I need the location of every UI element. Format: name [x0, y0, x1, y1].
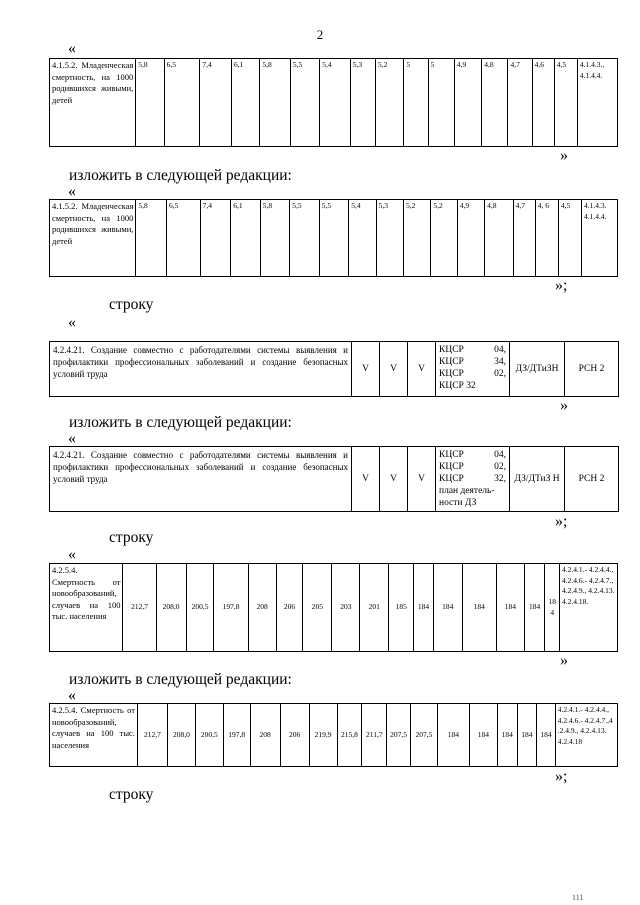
value-cell: 184 [496, 564, 524, 652]
value-cell: 5,8 [260, 59, 291, 147]
kcsr-line: КЦСР 34, [439, 357, 506, 367]
row-label: 4.1.5.2. Младенческая смертность, на 1000 родившихся живыми, детей [50, 59, 136, 147]
row-word: строку [109, 296, 154, 313]
value-cell: 219,9 [309, 704, 337, 767]
value-cell: 5 [428, 59, 454, 147]
value-cell: 184 [437, 704, 469, 767]
value-cell: 206 [276, 564, 303, 652]
quote-close: » [560, 397, 568, 414]
value-cell: 4,7 [508, 59, 532, 147]
value-cell: 5,4 [349, 200, 376, 277]
value-cell: 4,9 [457, 200, 484, 277]
table-infant-mortality-new [49, 199, 618, 277]
value-cell: 185 [389, 564, 414, 652]
value-cell: 4,5 [558, 200, 581, 277]
executor: ДЗ/ДТиЗ Н [510, 447, 565, 512]
footer-mark: 111 [572, 893, 584, 902]
value-cell: 184 [462, 564, 496, 652]
value-cell: 5,2 [431, 200, 457, 277]
value-cell: 212,7 [137, 704, 167, 767]
kcsr-line: КЦСР 02, [439, 369, 506, 379]
kcsr-line: КЦСР 04, [439, 345, 506, 355]
value-cell: 5,4 [320, 59, 351, 147]
value-cell: 4,8 [485, 200, 513, 277]
value-cell: 208 [250, 704, 280, 767]
table-row [50, 447, 619, 512]
table-row [50, 342, 619, 397]
rsn-code: РСН 2 [565, 342, 619, 397]
kcsr-codes [436, 447, 510, 512]
v-mark: V [352, 447, 380, 512]
quote-open: « [68, 183, 76, 200]
value-cell: 6,5 [166, 200, 200, 277]
value-cell: 7,4 [200, 59, 232, 147]
value-cell: 5,3 [350, 59, 375, 147]
value-cell: 197,8 [223, 704, 250, 767]
row-label: 4.2.5.4. Смертность от новообразований, случаев на 100 тыс. населения [50, 564, 123, 652]
value-cell: 207,5 [387, 704, 411, 767]
value-cell: 207,5 [411, 704, 438, 767]
value-cell: 5 [404, 59, 428, 147]
row-label: 4.1.5.2. Младенческая смертность, на 1000 родившихся живыми, детей [50, 200, 136, 277]
kcsr-line: КЦСР 04, [439, 450, 506, 460]
quote-open: « [68, 40, 76, 57]
executor: ДЗ/ДТиЗН [510, 342, 565, 397]
table-row [50, 59, 618, 147]
kcsr-line: ности ДЗ [439, 498, 477, 508]
value-cell: 208 [248, 564, 276, 652]
v-mark: V [352, 342, 380, 397]
value-cell: 4,7 [513, 200, 535, 277]
value-cell: 4,9 [454, 59, 481, 147]
value-cell: 215,8 [337, 704, 362, 767]
value-cell: 5,2 [404, 200, 431, 277]
quote-open: « [68, 314, 76, 331]
v-mark: V [380, 342, 408, 397]
value-cell: 5,5 [319, 200, 349, 277]
value-cell: 5,8 [136, 200, 167, 277]
quote-close: » [560, 147, 568, 164]
reference-cell: 4.2.4.1.- 4.2.4.4., 4.2.4.6.- 4.2.4.7.,4 .2.4.9., 4.2.4.13. 4.2.4.18 [555, 704, 617, 767]
value-cell: 184 [414, 564, 434, 652]
value-cell: 184 [497, 704, 517, 767]
value-cell: 6,1 [231, 200, 261, 277]
value-cell: 184 [517, 704, 537, 767]
value-cell: 203 [332, 564, 360, 652]
value-cell: 5,8 [260, 200, 290, 277]
value-cell: 5,2 [376, 59, 404, 147]
value-cell: 208,0 [156, 564, 186, 652]
quote-close-semicolon: »; [555, 513, 568, 530]
value-cell: 4,6 [532, 59, 554, 147]
value-cell: 184 [537, 704, 556, 767]
value-cell: 197,8 [214, 564, 248, 652]
value-cell: 206 [280, 704, 309, 767]
reference-cell: 4.1.4.3., 4.1.4.4. [577, 59, 617, 147]
table-infant-mortality-old [49, 58, 618, 147]
value-cell: 184 [469, 704, 497, 767]
value-cell: 6,1 [231, 59, 259, 147]
row-word: строку [109, 529, 154, 546]
edit-instruction: изложить в следующей редакции: [69, 167, 292, 184]
table-occupational-diseases-old [49, 341, 619, 397]
value-cell: 7,4 [200, 200, 231, 277]
value-cell: 5,5 [290, 59, 319, 147]
row-word: строку [109, 786, 154, 803]
value-cell: 212,7 [123, 564, 156, 652]
value-cell: 205 [303, 564, 332, 652]
value-cell: 184 [524, 564, 545, 652]
value-cell: 4,8 [482, 59, 508, 147]
value-cell: 4,5 [554, 59, 577, 147]
table-cancer-mortality-new [49, 703, 618, 767]
quote-close: » [560, 652, 568, 669]
kcsr-line: КЦСР 32, [439, 474, 506, 484]
edit-instruction: изложить в следующей редакции: [69, 671, 292, 688]
reference-cell: 4.2.4.1.- 4.2.4.4., 4.2.4.6.- 4.2.4.7., 4.2.4.9., 4.2.4.13. 4.2.4.18. [559, 564, 617, 652]
quote-open: « [68, 687, 76, 704]
value-cell: 5,8 [136, 59, 164, 147]
value-cell: 208,0 [167, 704, 195, 767]
kcsr-line: КЦСР 02, [439, 462, 506, 472]
table-occupational-diseases-new [49, 446, 619, 512]
page-number: 2 [316, 27, 324, 42]
kcsr-line: план деятель- [439, 486, 495, 496]
quote-close-semicolon: »; [555, 768, 568, 785]
value-cell: 5,5 [290, 200, 320, 277]
edit-instruction: изложить в следующей редакции: [69, 414, 292, 431]
value-cell: 211,7 [362, 704, 387, 767]
value-cell: 5,3 [376, 200, 403, 277]
row-description: 4.2.4.21. Создание совместно с работодателями системы выявления и профилактики профессиональных заболеваний и создание безопасных условий труда [50, 447, 352, 512]
value-cell: 200,5 [186, 564, 214, 652]
value-cell: 184 [545, 564, 559, 652]
reference-cell: 4.1.4.3. 4.1.4.4. [582, 200, 618, 277]
quote-open: « [68, 546, 76, 563]
value-cell: 6,5 [164, 59, 200, 147]
table-cancer-mortality-old [49, 563, 618, 652]
table-row [50, 704, 618, 767]
v-mark: V [408, 342, 436, 397]
v-mark: V [408, 447, 436, 512]
value-cell: 201 [360, 564, 389, 652]
value-cell: 184 [433, 564, 462, 652]
table-row [50, 200, 618, 277]
table-row [50, 564, 618, 652]
value-cell: 200,5 [195, 704, 223, 767]
row-description: 4.2.4.21. Создание совместно с работодателями системы выявления и профилактики профессиональных заболеваний и создание безопасных условий труда [50, 342, 352, 397]
kcsr-codes [436, 342, 510, 397]
quote-open: « [68, 430, 76, 447]
v-mark: V [380, 447, 408, 512]
value-cell: 4, 6 [535, 200, 558, 277]
row-label: 4.2.5.4. Смертность от новообразований, случаев на 100 тыс. населения [50, 704, 138, 767]
kcsr-line: КЦСР 32 [439, 381, 476, 391]
quote-close-semicolon: »; [555, 277, 568, 294]
rsn-code: РСН 2 [565, 447, 619, 512]
